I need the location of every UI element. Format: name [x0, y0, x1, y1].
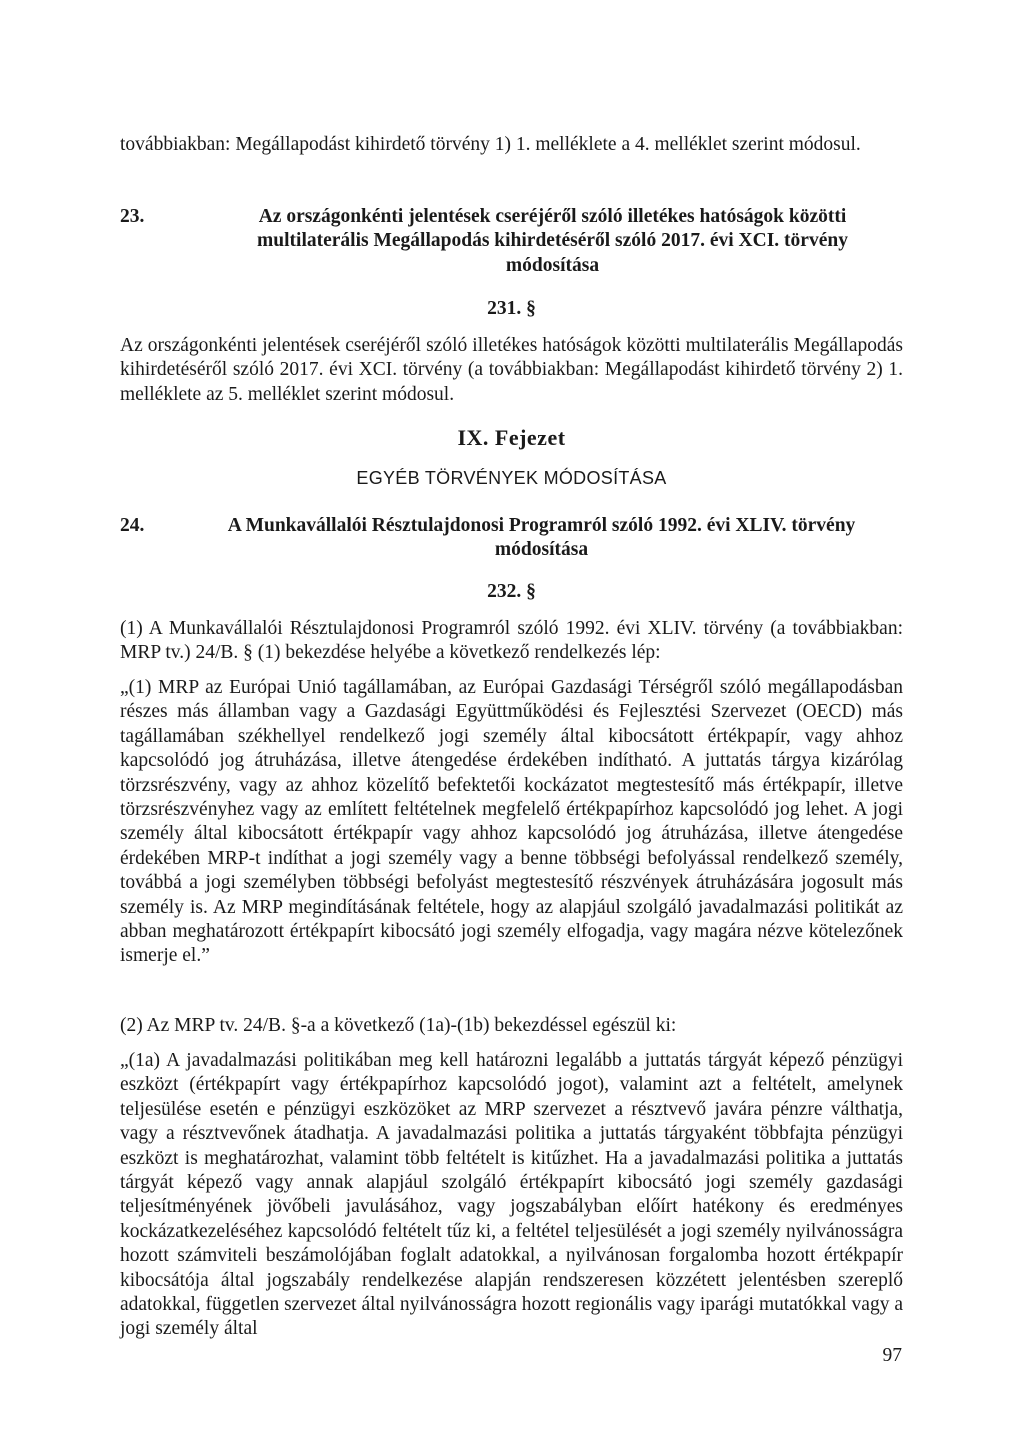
quote-2: „(1a) A javadalmazási politikában meg kell határozni legalább a juttatás tárgyát képező pénzügyi eszközt (értékpapírt vagy értékpapírhoz kapcsolódó jogot), valamint azt a feltételt, amelynek teljesülése esetén e pénzügyi eszközöket az MRP szervezet a résztvevő javára pénzre válthatja, vagy a résztvevőnek átadhatja. A javadalmazási politika a juttatás tárgyaként többfajta pénzügyi eszközt is meghatározhat, valamint több feltételt is kitűzhet. Ha a javadalmazási politika a juttatás tárgyát képező vagy annak alapjául szolgáló értékpapírt kibocsátó jogi személy gazdasági teljesítményének jövőbeli javulásához, vagy jogszabályban előírt hatékony és eredményes kockázatkezeléséhez kapcsolódó feltételt tűz ki, a feltétel teljesülését a jogi személy nyilvánosságra hozott számviteli beszámolójában foglalt adatokkal, a nyilvánosan forgalomba hozott értékpapír kibocsátója által jogszabály rendelkezése alapján rendszeresen közzétett jelentésben szereplő adatokkal, független szervezet által nyilvánosságra hozott regionális vagy iparági mutatókkal vagy a jogi személy által — [120, 1050, 903, 1340]
chapter-title: IX. Fejezet — [457, 425, 566, 450]
page-number: 97 — [882, 1345, 902, 1366]
section-24-title: A Munkavállalói Résztulajdonosi Programról szóló 1992. évi XLIV. törvény módosítása — [227, 515, 856, 561]
paragraph-231-text: Az országonkénti jelentések cseréjéről szóló illetékes hatóságok közötti multilaterális Megállapodás kihirdetéséről szóló 2017. évi XCI. törvény (a továbbiakban: Megállapodást kihirdető törvény 2) 1. melléklete az 5. melléklet szerint módosul. — [120, 335, 903, 405]
intro-paragraph: továbbiakban: Megállapodást kihirdető törvény 1) 1. melléklete a 4. melléklet szerint módosul. — [120, 134, 861, 155]
paragraph-232-item-2: (2) Az MRP tv. 24/B. §-a a következő (1a)-(1b) bekezdéssel egészül ki: — [120, 1015, 677, 1036]
section-23-title: Az országonkénti jelentések cseréjéről szóló illetékes hatóságok közötti multilaterális Megállapodás kihirdetéséről szóló 2017. évi XCI. törvény módosítása — [257, 206, 848, 276]
section-23-number: 23. — [120, 206, 145, 227]
quote-1: „(1) MRP az Európai Unió tagállamában, az Európai Gazdasági Térségről szóló megállapodásban részes más államban vagy a Gazdasági Együttműködési és Fejlesztési Szervezet (OECD) más tagállamában székhellyel rendelkező jogi személy által kibocsátott értékpapír, vagy ahhoz kapcsolódó jog átruházása, illetve átengedése érdekében indítható. A juttatás tárgya kizárólag törzsrészvény, vagy az ahhoz közelítő befektetői kockázatot megtestesítő más értékpapír, illetve törzsrészvényhez vagy az említett feltételnek megfelelő értékpapírhoz kapcsolódó jog lehet. A jogi személy által kibocsátott értékpapír vagy ahhoz kapcsolódó jog átruházása, illetve átengedése érdekében MRP-t indíthat a jogi személy vagy a benne többségi befolyással rendelkező személy, továbbá a jogi személyben többségi befolyást megtestesítő részvények átruházására jogosult más személy is. Az MRP megindításának feltétele, hogy az alapjául szolgáló javadalmazási politikát az abban meghatározott értékpapírt kibocsátó jogi személy elfogadja, vagy magára nézve kötelezőnek ismerje el.” — [120, 677, 903, 967]
section-24-number: 24. — [120, 515, 145, 536]
paragraph-232-item-1: (1) A Munkavállalói Résztulajdonosi Programról szóló 1992. évi XLIV. törvény (a továbbiakban: MRP tv.) 24/B. § (1) bekezdése helyébe a következő rendelkezés lép: — [120, 618, 903, 664]
section-23-heading — [120, 205, 903, 278]
section-24-heading — [120, 514, 903, 563]
paragraph-232-label: 232. § — [487, 581, 536, 602]
paragraph-231-label: 231. § — [487, 298, 536, 319]
chapter-subtitle: EGYÉB TÖRVÉNYEK MÓDOSÍTÁSA — [356, 468, 667, 488]
